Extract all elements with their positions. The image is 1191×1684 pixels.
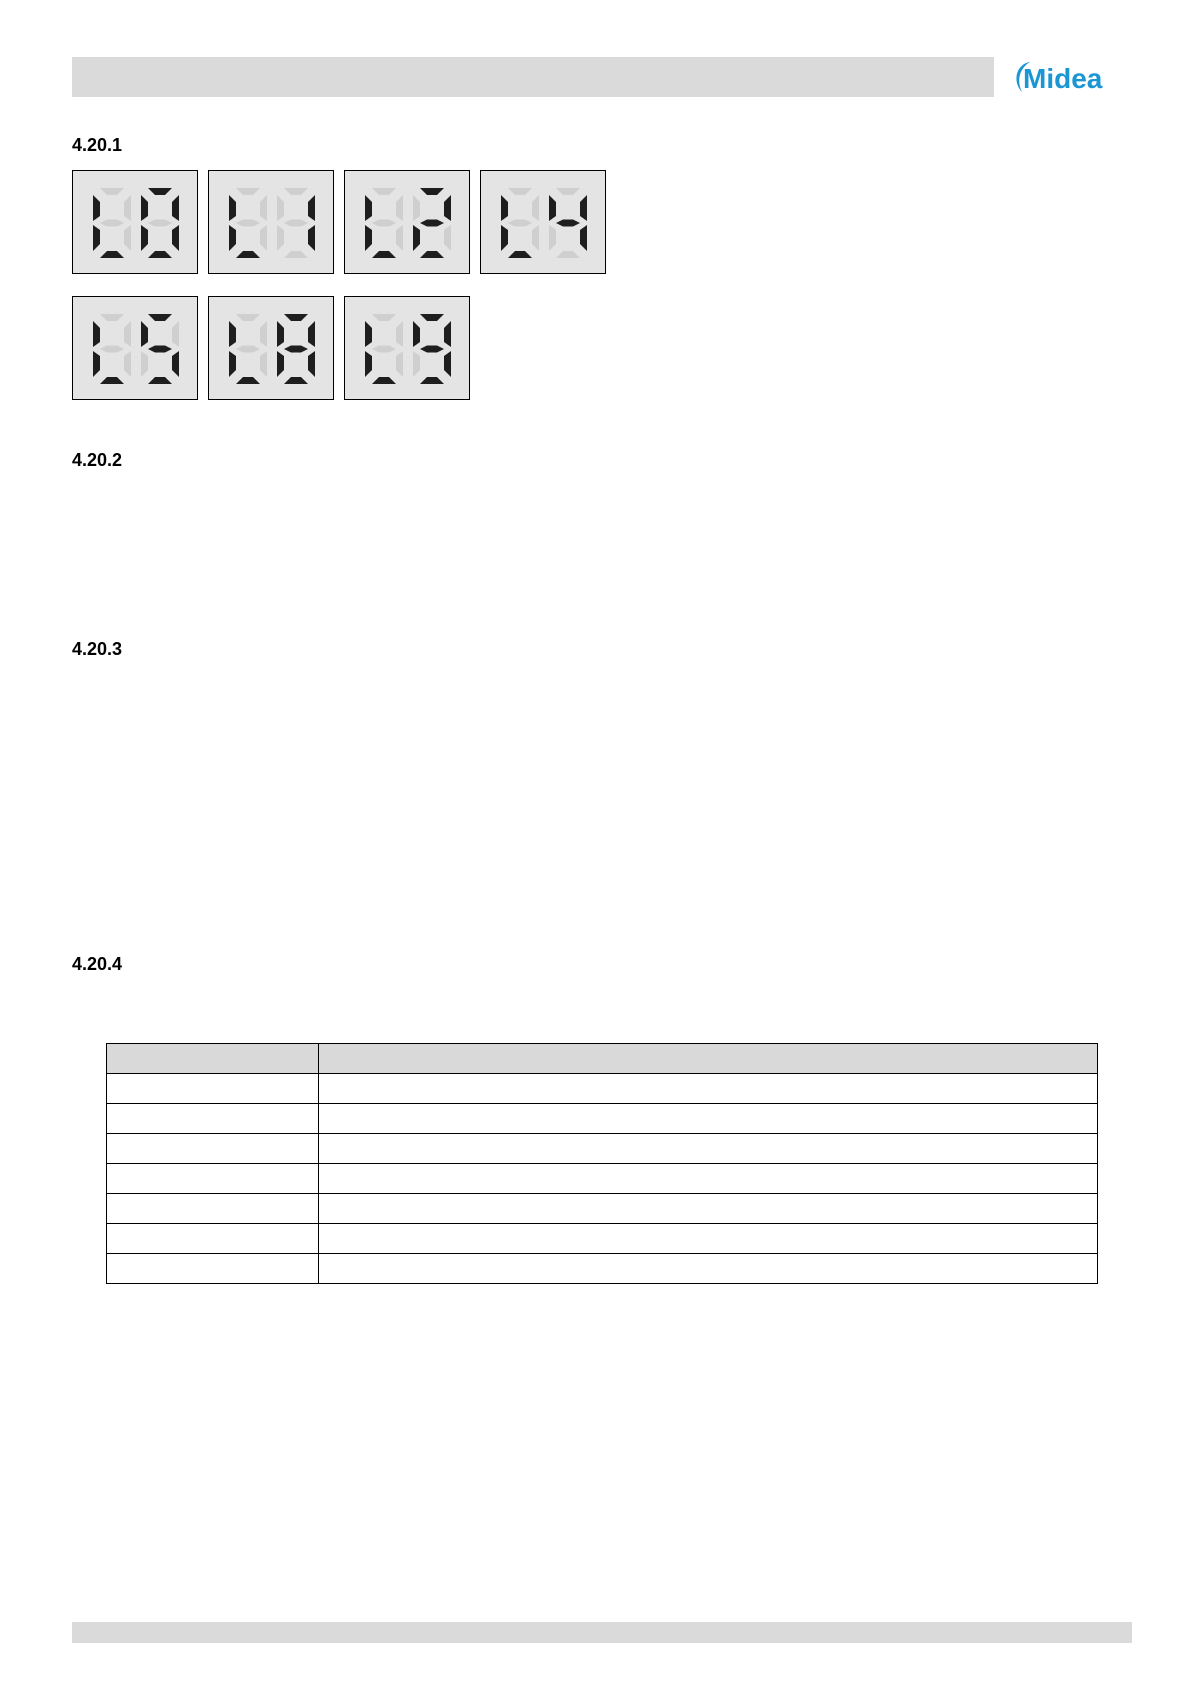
segment-on xyxy=(229,225,236,251)
segment-on xyxy=(284,314,308,321)
segment-on xyxy=(148,346,172,353)
lcd-row-1 xyxy=(72,170,606,274)
segment-on xyxy=(100,377,124,384)
segment-on xyxy=(148,251,172,258)
segment-off xyxy=(508,188,532,195)
segment-on xyxy=(229,351,236,377)
section-heading-4-20-2: 4.20.2 xyxy=(72,450,123,470)
segment-off xyxy=(236,188,260,195)
segment-off xyxy=(396,351,403,377)
segment-on xyxy=(93,321,100,347)
segment-on xyxy=(420,220,444,227)
segment-on xyxy=(141,195,148,221)
table-cell xyxy=(107,1164,319,1194)
lcd-code-l4 xyxy=(481,171,606,274)
segment-on xyxy=(444,351,451,377)
segment-on xyxy=(420,188,444,195)
segment-on xyxy=(444,195,451,221)
segment-off xyxy=(284,251,308,258)
lcd-display xyxy=(72,296,198,400)
footer-bar xyxy=(72,1622,1132,1643)
table-cell xyxy=(319,1254,1098,1284)
segment-off xyxy=(372,188,396,195)
segment-off xyxy=(372,314,396,321)
segment-on xyxy=(501,225,508,251)
lcd-display xyxy=(208,170,334,274)
segment-off xyxy=(236,314,260,321)
segment-on xyxy=(508,251,532,258)
segment-off xyxy=(260,321,267,347)
segment-on xyxy=(308,321,315,347)
segment-off xyxy=(277,225,284,251)
segment-on xyxy=(420,251,444,258)
lcd-code-l0 xyxy=(73,171,198,274)
lcd-display xyxy=(480,170,606,274)
segment-on xyxy=(148,377,172,384)
segment-on xyxy=(556,220,580,227)
segment-on xyxy=(93,351,100,377)
segment-off xyxy=(277,195,284,221)
lcd-code-l5 xyxy=(73,297,198,400)
segment-on xyxy=(501,195,508,221)
segment-off xyxy=(124,351,131,377)
lcd-code-l8 xyxy=(209,297,334,400)
segment-off xyxy=(124,321,131,347)
table-row xyxy=(107,1254,1098,1284)
segment-off xyxy=(396,195,403,221)
segment-off xyxy=(124,195,131,221)
table-row xyxy=(107,1224,1098,1254)
table-row xyxy=(107,1074,1098,1104)
segment-on xyxy=(100,251,124,258)
segment-on xyxy=(372,377,396,384)
segment-off xyxy=(508,220,532,227)
lcd-row-2 xyxy=(72,296,470,400)
segment-on xyxy=(236,377,260,384)
segment-off xyxy=(141,351,148,377)
table-cell xyxy=(107,1104,319,1134)
lcd-code-l2 xyxy=(345,171,470,274)
segment-off xyxy=(148,220,172,227)
segment-on xyxy=(284,377,308,384)
lcd-display xyxy=(72,170,198,274)
segment-off xyxy=(413,195,420,221)
segment-off xyxy=(100,220,124,227)
lcd-code-l1 xyxy=(209,171,334,274)
table-cell xyxy=(319,1164,1098,1194)
segment-off xyxy=(260,225,267,251)
segment-on xyxy=(148,188,172,195)
segment-on xyxy=(420,314,444,321)
segment-off xyxy=(260,195,267,221)
segment-off xyxy=(124,225,131,251)
table-cell xyxy=(319,1134,1098,1164)
table-cell xyxy=(107,1224,319,1254)
segment-on xyxy=(420,346,444,353)
segment-off xyxy=(532,225,539,251)
segment-off xyxy=(100,314,124,321)
table-cell xyxy=(107,1074,319,1104)
table-row xyxy=(107,1134,1098,1164)
section-heading-4-20-3: 4.20.3 xyxy=(72,639,123,659)
segment-off xyxy=(372,346,396,353)
table-cell xyxy=(319,1104,1098,1134)
table-row xyxy=(107,1194,1098,1224)
segment-on xyxy=(580,225,587,251)
segment-on xyxy=(308,225,315,251)
lcd-display xyxy=(344,170,470,274)
segment-on xyxy=(229,195,236,221)
table-header-cell xyxy=(107,1044,319,1074)
segment-on xyxy=(277,351,284,377)
section-heading-4-20-4: 4.20.4 xyxy=(72,954,123,974)
table-header-row xyxy=(107,1044,1098,1074)
segment-off xyxy=(172,321,179,347)
segment-off xyxy=(284,188,308,195)
table-cell xyxy=(107,1134,319,1164)
segment-on xyxy=(236,251,260,258)
segment-off xyxy=(284,220,308,227)
segment-on xyxy=(172,225,179,251)
table-row xyxy=(107,1164,1098,1194)
midea-logo xyxy=(1010,54,1122,100)
table-cell xyxy=(319,1074,1098,1104)
table-cell xyxy=(107,1194,319,1224)
segment-on xyxy=(372,251,396,258)
segment-off xyxy=(396,225,403,251)
segment-on xyxy=(172,195,179,221)
table-cell xyxy=(319,1194,1098,1224)
segment-on xyxy=(93,195,100,221)
segment-on xyxy=(365,225,372,251)
segment-off xyxy=(444,225,451,251)
segment-on xyxy=(277,321,284,347)
lcd-code-l9 xyxy=(345,297,470,400)
segment-off xyxy=(556,251,580,258)
segment-off xyxy=(236,220,260,227)
segment-on xyxy=(365,321,372,347)
svg-text:Midea: Midea xyxy=(1023,63,1103,94)
lcd-display xyxy=(344,296,470,400)
segment-off xyxy=(260,351,267,377)
error-code-table xyxy=(106,1043,1098,1284)
segment-on xyxy=(229,321,236,347)
segment-off xyxy=(236,346,260,353)
segment-on xyxy=(308,195,315,221)
segment-on xyxy=(93,225,100,251)
segment-on xyxy=(413,225,420,251)
segment-on xyxy=(444,321,451,347)
segment-on xyxy=(365,351,372,377)
segment-on xyxy=(308,351,315,377)
segment-on xyxy=(148,314,172,321)
lcd-display xyxy=(208,296,334,400)
segment-off xyxy=(396,321,403,347)
segment-on xyxy=(413,321,420,347)
segment-on xyxy=(284,346,308,353)
segment-off xyxy=(100,346,124,353)
segment-off xyxy=(532,195,539,221)
table-cell xyxy=(319,1224,1098,1254)
section-heading-4-20-1: 4.20.1 xyxy=(72,135,123,155)
table-cell xyxy=(107,1254,319,1284)
header-bar xyxy=(72,57,994,97)
table-header-cell xyxy=(319,1044,1098,1074)
segment-off xyxy=(413,351,420,377)
table-row xyxy=(107,1104,1098,1134)
segment-off xyxy=(549,225,556,251)
segment-on xyxy=(365,195,372,221)
segment-off xyxy=(100,188,124,195)
segment-on xyxy=(172,351,179,377)
segment-on xyxy=(549,195,556,221)
segment-on xyxy=(580,195,587,221)
segment-on xyxy=(141,225,148,251)
segment-on xyxy=(420,377,444,384)
segment-on xyxy=(141,321,148,347)
segment-off xyxy=(372,220,396,227)
segment-off xyxy=(556,188,580,195)
